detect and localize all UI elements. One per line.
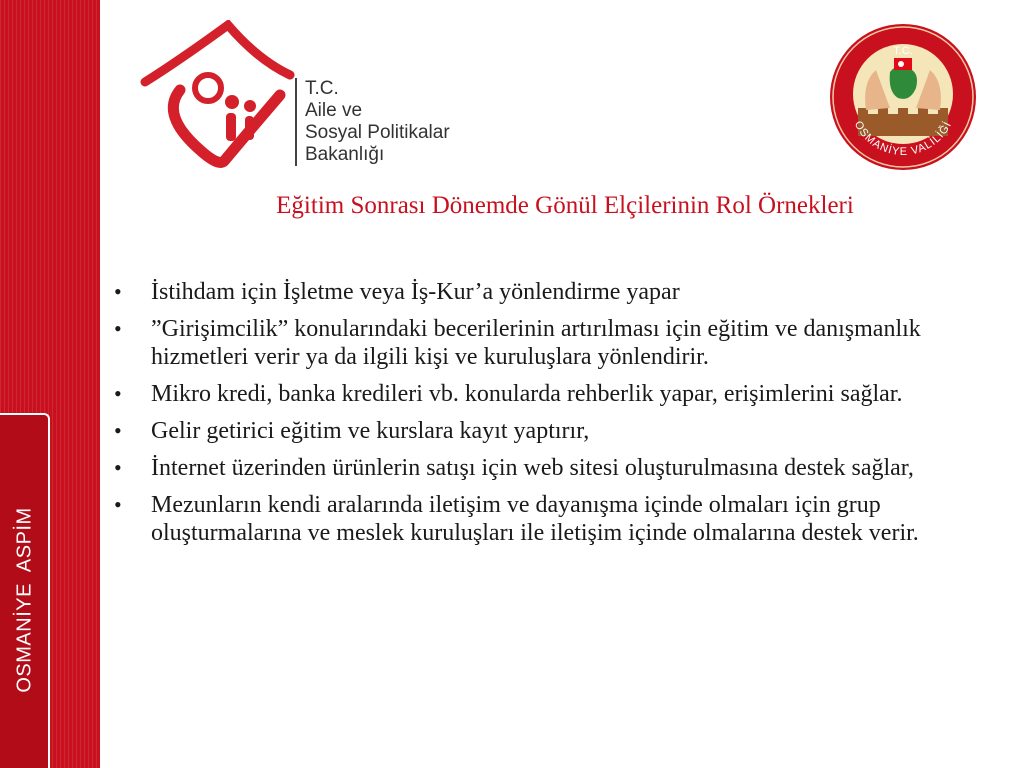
bullet-list bbox=[112, 278, 1017, 556]
bullet-text: Mikro kredi, banka kredileri vb. konularda rehberlik yapar, erişimlerini sağlar. bbox=[151, 381, 903, 407]
bullet-text: İnternet üzerinden ürünlerin satışı için web sitesi oluşturulmasına destek sağlar, bbox=[151, 455, 914, 481]
ministry-name-line: Bakanlığı bbox=[305, 144, 385, 165]
bullet-item bbox=[112, 417, 1017, 445]
ministry-name-line: T.C. bbox=[305, 78, 339, 99]
bullet-dot-icon: • bbox=[114, 381, 122, 406]
bullet-text: ”Girişimcilik” konularındaki becerilerinin artırılması için eğitim ve danışmanlık hizmetleri verir ya da ilgili kişi ve kuruluşlara yönlendirir. bbox=[151, 316, 921, 370]
seal-top-text: T.C. bbox=[893, 45, 913, 57]
side-tab-label: OSMANİYE ASPİM bbox=[13, 507, 36, 693]
slide-title: Eğitim Sonrası Dönemde Gönül Elçilerinin Rol Örnekleri bbox=[276, 192, 854, 219]
ministry-name bbox=[295, 78, 450, 166]
bullet-item bbox=[112, 380, 1017, 408]
ministry-name-line: Aile ve bbox=[305, 100, 363, 121]
bullet-item bbox=[112, 454, 1017, 482]
bullet-item bbox=[112, 315, 1017, 371]
ministry-name-line: Sosyal Politikalar bbox=[305, 122, 450, 143]
bullet-text: Mezunların kendi aralarında iletişim ve dayanışma içinde olmaları için grup oluşturmalarına ve meslek kuruluşları ile iletişim içinde olmalarına destek verir. bbox=[151, 492, 919, 546]
bullet-item bbox=[112, 278, 1017, 306]
family-house-icon bbox=[140, 20, 300, 170]
osmaniye-seal-logo bbox=[828, 22, 978, 172]
seal-bottom-text-path: OSMANİYE VALİLİĞİ bbox=[851, 119, 955, 159]
bullet-dot-icon: • bbox=[114, 279, 122, 304]
bullet-dot-icon: • bbox=[114, 316, 122, 341]
bullet-dot-icon: • bbox=[114, 492, 122, 517]
bullet-dot-icon: • bbox=[114, 418, 122, 443]
bullet-text: İstihdam için İşletme veya İş-Kur’a yönlendirme yapar bbox=[151, 279, 680, 305]
bullet-text: Gelir getirici eğitim ve kurslara kayıt yaptırır, bbox=[151, 418, 590, 444]
bullet-dot-icon: • bbox=[114, 455, 122, 480]
bullet-item bbox=[112, 491, 1017, 547]
ministry-logo bbox=[140, 20, 470, 170]
